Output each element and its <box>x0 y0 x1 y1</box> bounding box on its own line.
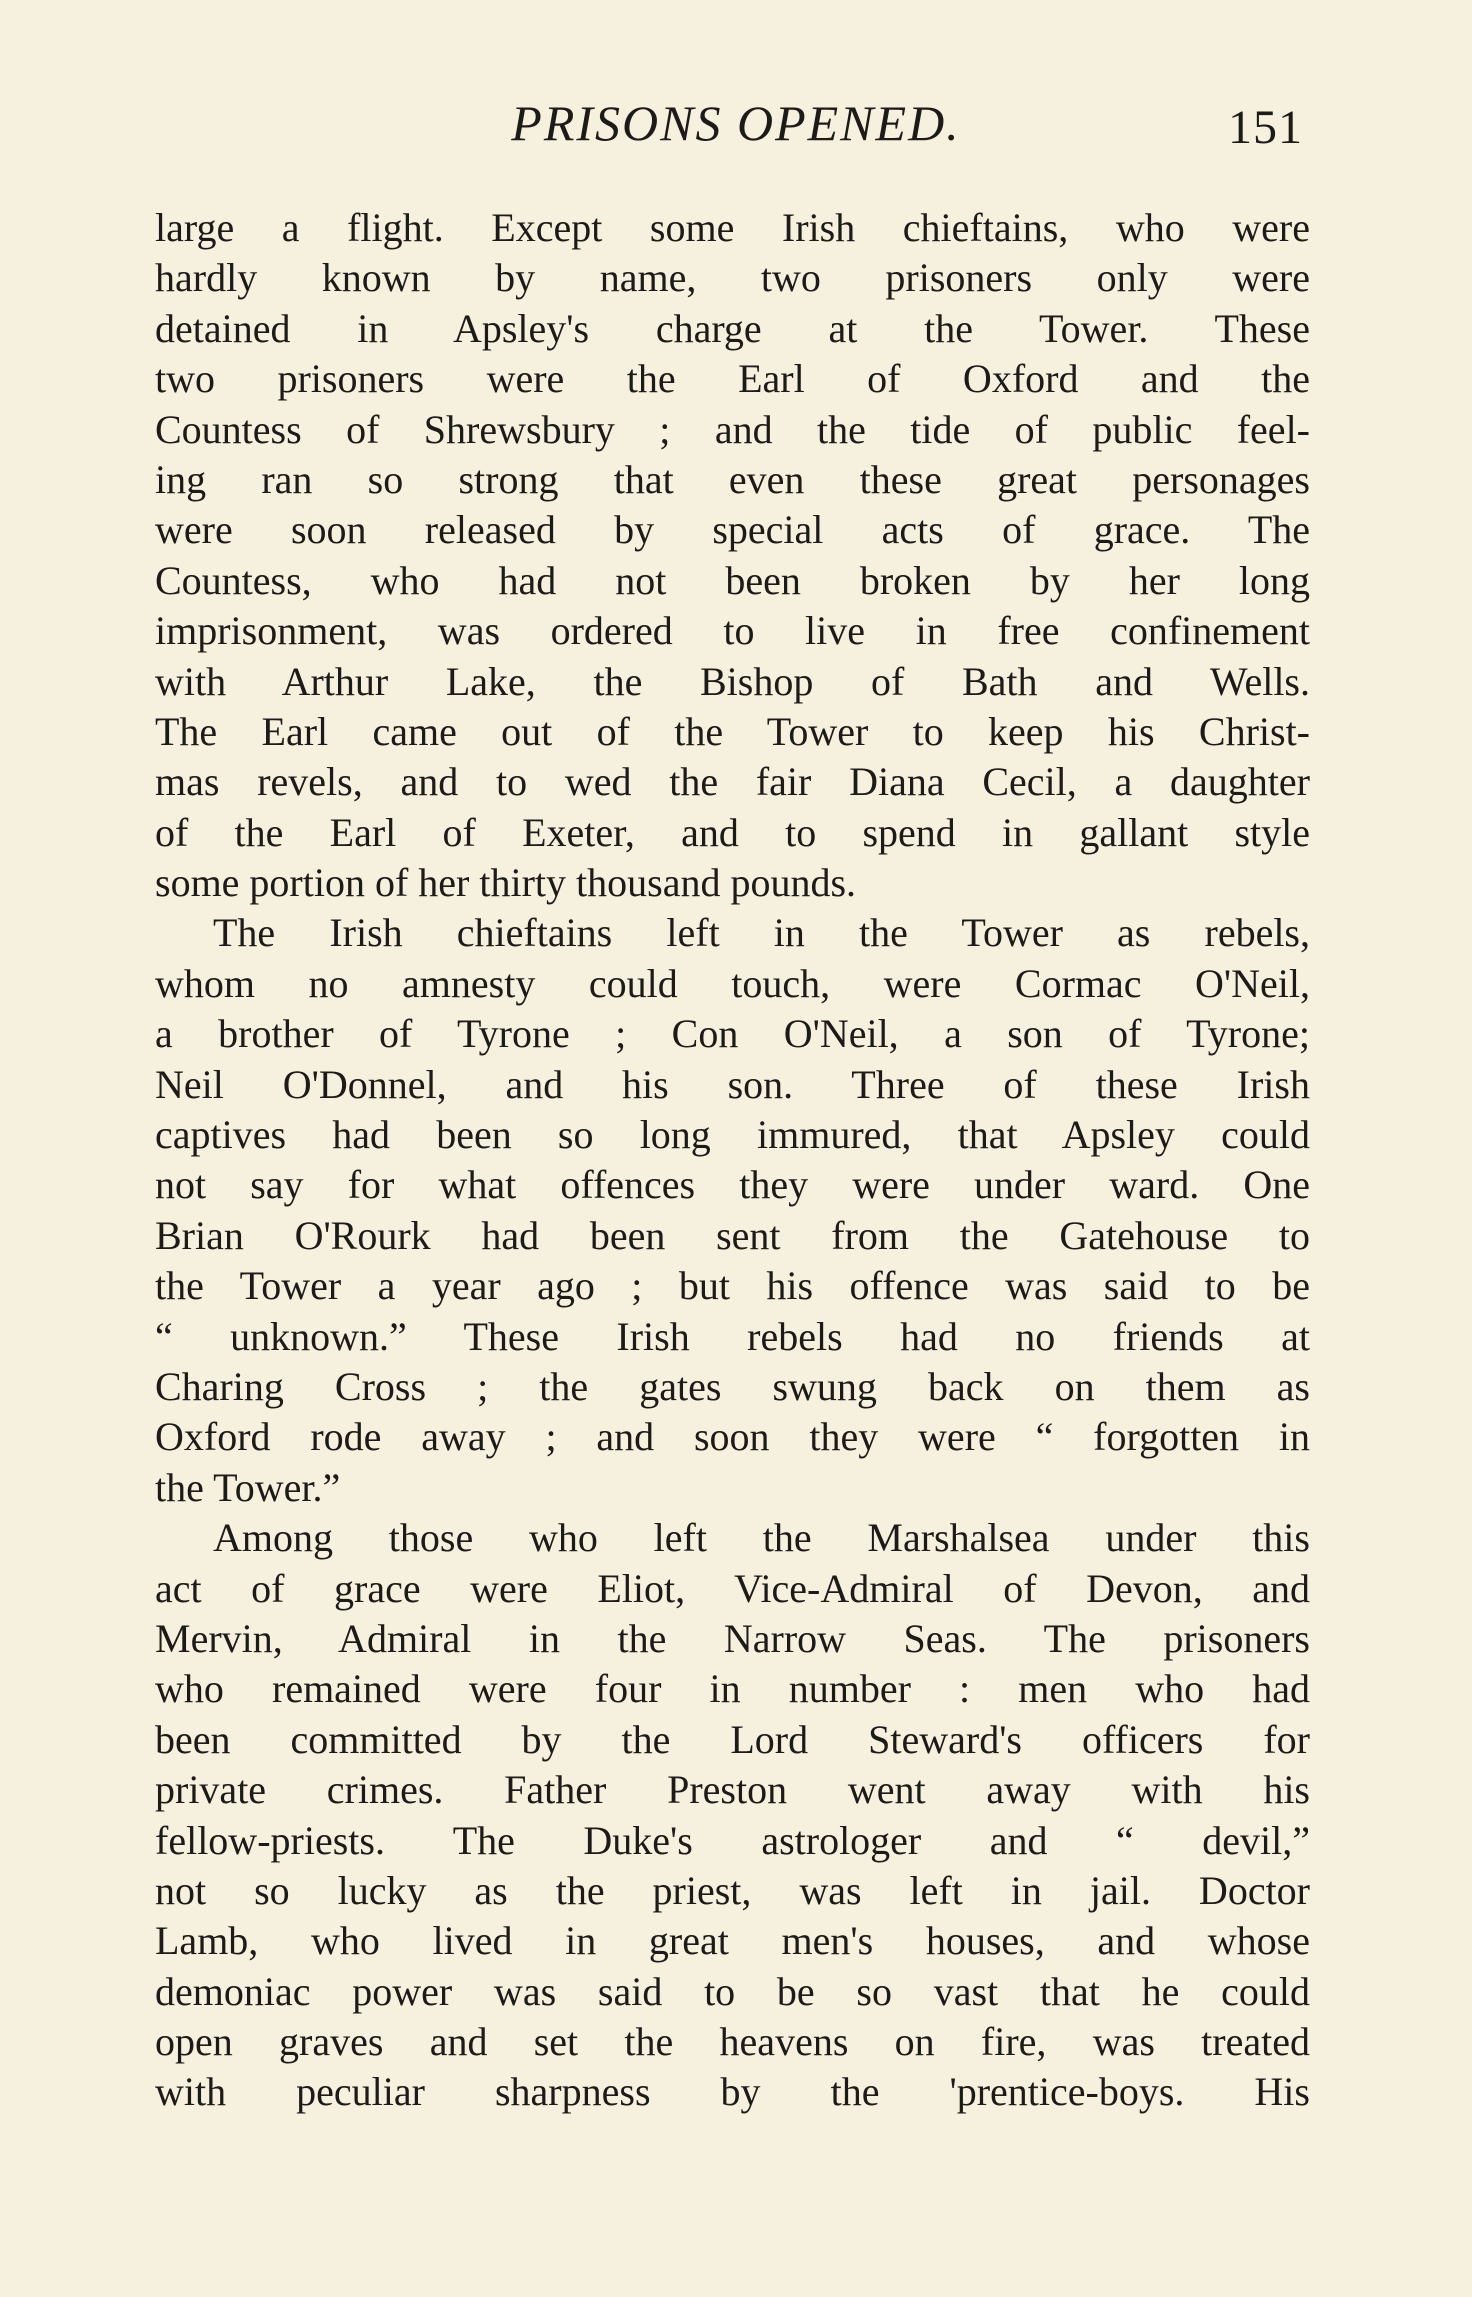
text-line: Among those who left the Marshalsea under this <box>213 1515 1310 1561</box>
text-line: two prisoners were the Earl of Oxford and the <box>155 356 1310 402</box>
text-line: the Tower.” <box>155 1464 341 1510</box>
text-line: demoniac power was said to be so vast that he could <box>155 1968 1310 2014</box>
text-line: captives had been so long immured, that Apsley could <box>155 1112 1310 1158</box>
text-line: The Irish chieftains left in the Tower as rebels, <box>213 910 1310 956</box>
text-line: The Earl came out of the Tower to keep his Christ- <box>155 708 1310 754</box>
text-line: whom no amnesty could touch, were Cormac O'Neil, <box>155 960 1310 1006</box>
text-line: not say for what offences they were under ward. One <box>155 1162 1310 1208</box>
text-line: open graves and set the heavens on fire, was treated <box>155 2019 1310 2065</box>
text-line: fellow-priests. The Duke's astrologer and “ devil,” <box>155 1817 1310 1863</box>
text-line: detained in Apsley's charge at the Tower. These <box>155 305 1310 351</box>
text-line: Charing Cross ; the gates swung back on them as <box>155 1363 1310 1409</box>
body-text <box>155 203 1310 2118</box>
text-line: Neil O'Donnel, and his son. Three of these Irish <box>155 1061 1310 1107</box>
text-line: not so lucky as the priest, was left in jail. Doctor <box>155 1867 1310 1913</box>
page-number: 151 <box>1228 101 1303 154</box>
text-line: ing ran so strong that even these great personages <box>155 456 1310 502</box>
text-line: of the Earl of Exeter, and to spend in gallant style <box>155 809 1310 855</box>
text-line: some portion of her thirty thousand pounds. <box>155 860 857 906</box>
text-line: been committed by the Lord Steward's officers for <box>155 1716 1310 1762</box>
running-title: PRISONS OPENED. <box>511 95 961 151</box>
text-line: Lamb, who lived in great men's houses, and whose <box>155 1918 1310 1964</box>
text-line: with peculiar sharpness by the 'prentice-boys. His <box>155 2069 1310 2115</box>
text-line: private crimes. Father Preston went away with his <box>155 1767 1310 1813</box>
text-line: mas revels, and to wed the fair Diana Cecil, a daughter <box>155 759 1310 805</box>
text-line: were soon released by special acts of grace. The <box>155 507 1310 553</box>
text-line: large a flight. Except some Irish chieftains, who were <box>155 205 1310 250</box>
text-line: the Tower a year ago ; but his offence was said to be <box>155 1263 1310 1309</box>
text-line: Oxford rode away ; and soon they were “ forgotten in <box>155 1414 1310 1460</box>
text-line: Mervin, Admiral in the Narrow Seas. The prisoners <box>155 1615 1310 1661</box>
text-line: “ unknown.” These Irish rebels had no friends at <box>155 1313 1310 1359</box>
text-line: with Arthur Lake, the Bishop of Bath and Wells. <box>155 658 1310 704</box>
text-line: Countess of Shrewsbury ; and the tide of public feel- <box>155 406 1310 452</box>
text-line: imprisonment, was ordered to live in free confinement <box>155 608 1310 654</box>
text-line: Countess, who had not been broken by her long <box>155 557 1310 603</box>
text-line: hardly known by name, two prisoners only were <box>155 255 1310 301</box>
text-line: who remained were four in number : men who had <box>155 1666 1310 1712</box>
text-line: a brother of Tyrone ; Con O'Neil, a son of Tyrone; <box>155 1011 1310 1057</box>
text-line: Brian O'Rourk had been sent from the Gatehouse to <box>155 1212 1310 1258</box>
text-line: act of grace were Eliot, Vice-Admiral of Devon, and <box>155 1565 1310 1611</box>
